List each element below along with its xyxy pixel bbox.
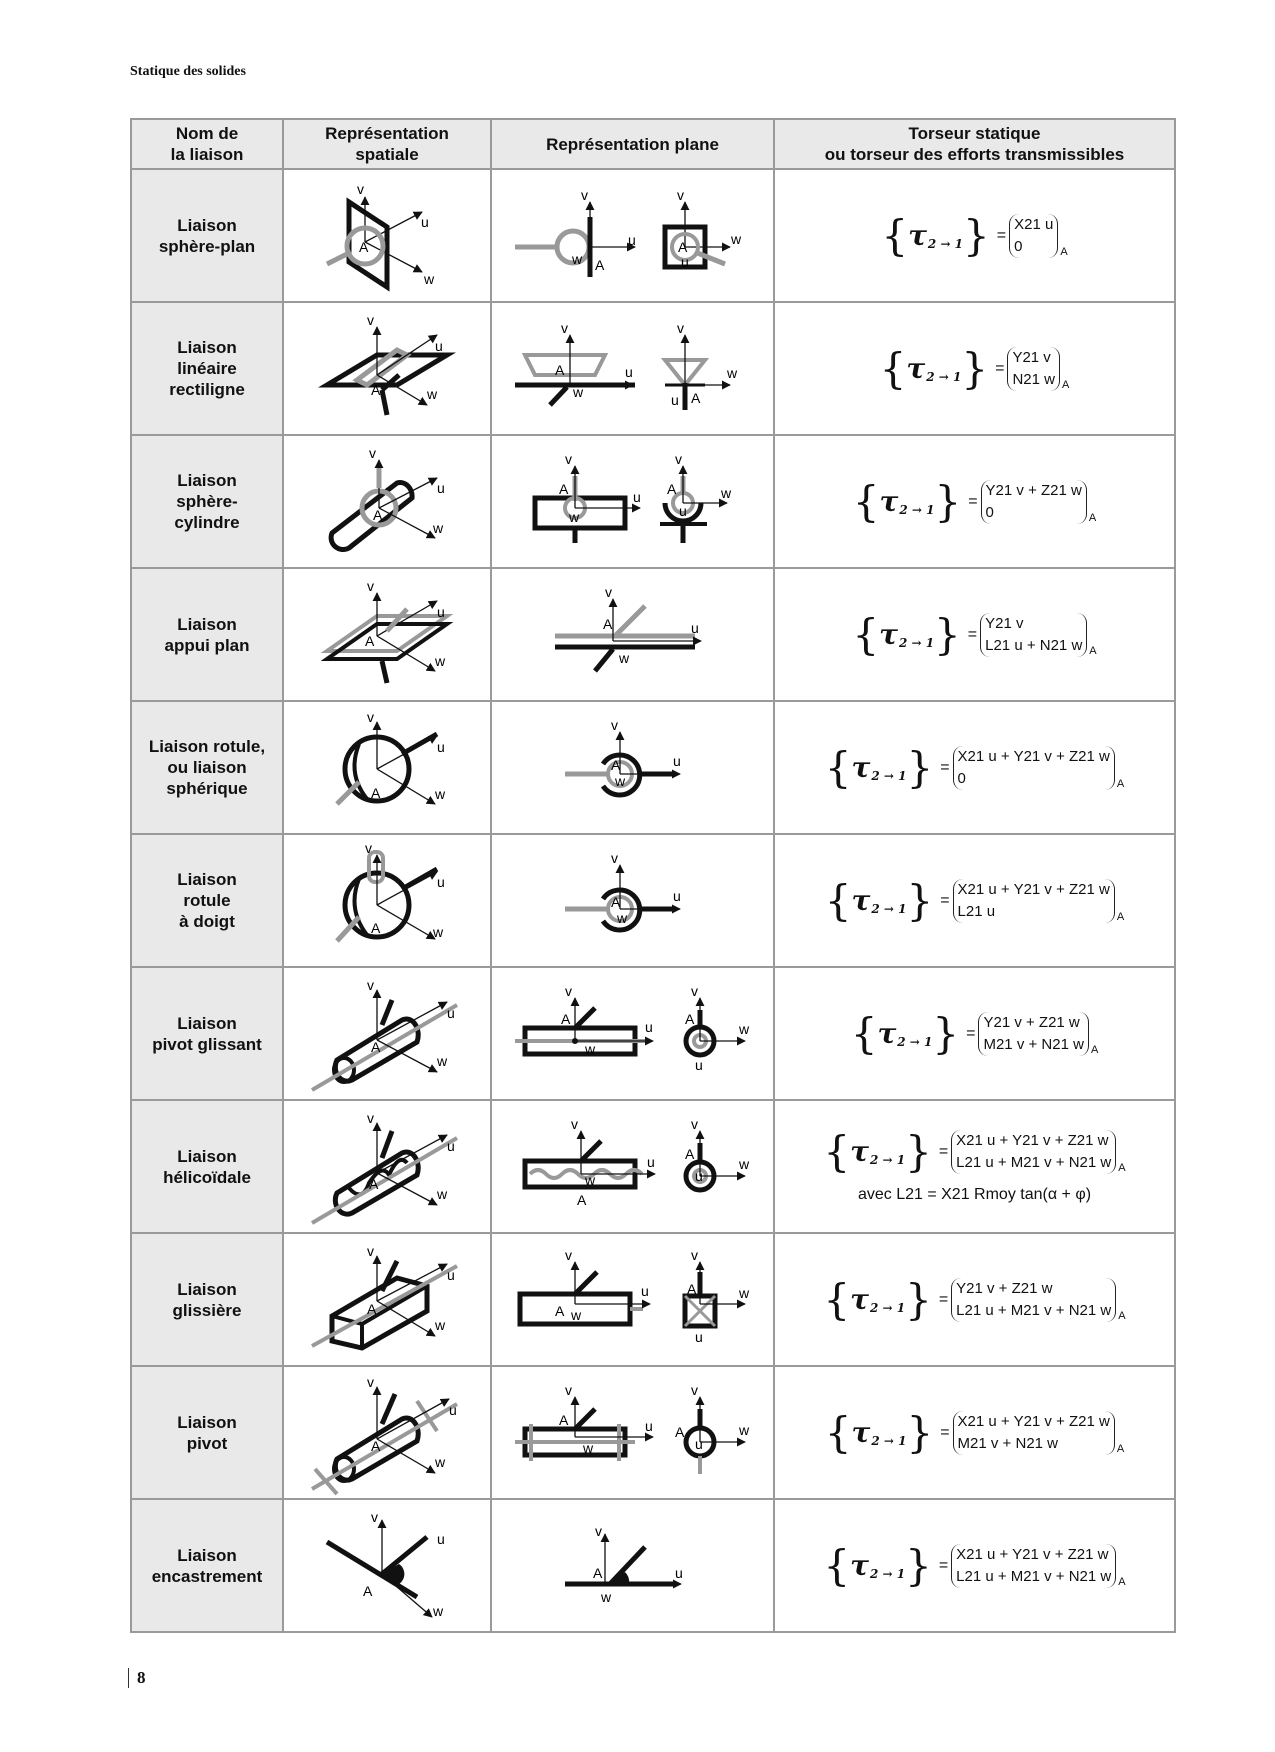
name-line: Liaison: [177, 1545, 237, 1565]
torseur: { τ 2 → 1 } = X21 u + Y21 v + Z21 w L21 u + M21 v + N21 w A: [823, 1540, 1126, 1590]
svg-text:A: A: [367, 1300, 377, 1317]
svg-text:A: A: [363, 1582, 373, 1599]
torseur: { τ 2 → 1 } = Y21 v + Z21 w M21 v + N21 w A: [850, 1008, 1099, 1058]
moment: 0: [985, 503, 994, 521]
pivot-glissant-plane-icon: [495, 970, 771, 1098]
svg-text:w: w: [570, 1306, 581, 1323]
table-row: [131, 967, 1175, 1100]
svg-text:u: u: [694, 1435, 703, 1452]
svg-text:A: A: [684, 1145, 694, 1162]
torseur: { τ 2 → 1 } = X21 u + Y21 v + Z21 w L21 u A: [824, 875, 1125, 925]
name-line: pivot glissant: [152, 1034, 262, 1054]
moment: 0: [957, 769, 966, 787]
table-row: [131, 435, 1175, 568]
header-spatial-line-2: spatiale: [355, 145, 419, 164]
svg-text:u: u: [437, 873, 445, 890]
header-spatial-line-1: Représentation: [325, 124, 449, 143]
sphere-cylindre-spatial-icon: [287, 438, 487, 566]
resultante: Y21 v: [1012, 348, 1051, 366]
header-torseur-line-2: ou torseur des efforts transmissibles: [824, 145, 1125, 164]
torseur-cell: [774, 1366, 1175, 1499]
svg-text:w: w: [427, 385, 438, 402]
name-line: Liaison rotule,: [148, 737, 266, 756]
svg-text:A: A: [686, 1280, 696, 1297]
spatial-figure: [283, 302, 491, 435]
svg-text:w: w: [435, 1316, 446, 1333]
svg-text:w: w: [720, 484, 731, 501]
liaison-name: [131, 1366, 283, 1499]
torseur-cell: [774, 435, 1175, 568]
svg-text:v: v: [564, 1381, 572, 1398]
header-torseur-line-1: Torseur statique: [908, 124, 1041, 143]
liaison-name: [131, 302, 283, 435]
resultante: X21 u + Y21 v + Z21 w: [957, 747, 1110, 765]
resultante: Y21 v + Z21 w: [985, 481, 1082, 499]
name-line: glissière: [172, 1300, 242, 1320]
torseur: { τ 2 → 1 } = X21 u + Y21 v + Z21 w 0 A: [824, 742, 1125, 792]
svg-text:A: A: [560, 1010, 570, 1027]
svg-text:v: v: [365, 839, 372, 856]
pivot-spatial-icon: [287, 1369, 487, 1497]
svg-text:v: v: [610, 849, 618, 866]
torseur: { τ 2 → 1 } = X21 u 0 A: [881, 210, 1068, 260]
name-line: pivot: [186, 1433, 228, 1453]
plane-figure: [491, 1366, 774, 1499]
moment: L21 u + M21 v + N21 w: [956, 1567, 1112, 1585]
table-header-row: [131, 119, 1175, 169]
resultante: X21 u + Y21 v + Z21 w: [956, 1545, 1109, 1563]
liaison-name: [131, 568, 283, 701]
name-line: à doigt: [179, 912, 235, 931]
svg-text:A: A: [359, 238, 369, 255]
svg-text:v: v: [674, 450, 682, 467]
helicoidale-spatial-icon: [287, 1103, 487, 1231]
svg-text:v: v: [367, 311, 374, 328]
svg-text:u: u: [437, 738, 445, 755]
svg-text:u: u: [674, 1564, 683, 1581]
name-line: Liaison: [177, 1013, 237, 1033]
page-number: 8: [128, 1668, 146, 1688]
glissiere-plane-icon: [495, 1236, 771, 1364]
svg-text:v: v: [367, 1109, 374, 1126]
name-line: Liaison: [177, 614, 237, 634]
svg-text:v: v: [371, 1508, 378, 1525]
name-line: appui plan: [164, 635, 250, 655]
svg-text:A: A: [677, 238, 687, 255]
spatial-figure: [283, 435, 491, 568]
appui-plan-spatial-icon: [287, 571, 487, 699]
name-line: Liaison: [177, 338, 237, 357]
svg-text:w: w: [424, 270, 435, 287]
svg-text:v: v: [367, 708, 374, 725]
resultante: X21 u: [1014, 215, 1054, 233]
table-row: [131, 701, 1175, 834]
svg-text:v: v: [564, 1246, 572, 1263]
name-line: rotule: [183, 891, 231, 910]
torseur-cell: [774, 701, 1175, 834]
svg-text:u: u: [447, 1137, 455, 1154]
svg-text:u: u: [640, 1282, 649, 1299]
sphere-plan-plane-icon: [495, 172, 771, 300]
encastrement-plane-icon: [495, 1502, 771, 1630]
liaison-name: [131, 967, 283, 1100]
svg-text:v: v: [690, 1381, 698, 1398]
svg-text:u: u: [694, 1167, 703, 1184]
svg-text:u: u: [680, 253, 689, 270]
torseur: { τ 2 → 1 } = Y21 v + Z21 w L21 u + M21 v + N21 w A: [823, 1274, 1126, 1324]
torseur-cell: [774, 302, 1175, 435]
name-line: ou liaison: [167, 758, 247, 777]
svg-text:A: A: [365, 632, 375, 649]
name-line: sphère-: [176, 492, 238, 511]
name-line: sphère-plan: [158, 236, 256, 256]
liaison-name: [131, 1100, 283, 1233]
svg-text:u: u: [447, 1266, 455, 1283]
helicoidale-relation: avec L21 = X21 Rmoy tan(α + φ): [857, 1185, 1092, 1203]
svg-text:u: u: [449, 1401, 457, 1418]
torseur: { τ 2 → 1 } = Y21 v + Z21 w 0 A: [852, 476, 1097, 526]
plane-figure: [491, 701, 774, 834]
svg-text:A: A: [684, 1010, 694, 1027]
svg-text:v: v: [570, 1115, 578, 1132]
name-line: rectiligne: [169, 380, 245, 399]
svg-text:v: v: [580, 186, 588, 203]
rotule-a-doigt-spatial-icon: [287, 837, 487, 965]
svg-text:w: w: [600, 1588, 611, 1605]
name-line: linéaire: [177, 359, 237, 378]
torseur-cell: [774, 1100, 1175, 1233]
svg-text:u: u: [447, 1004, 455, 1021]
svg-text:A: A: [371, 919, 381, 936]
svg-text:A: A: [558, 1411, 568, 1428]
svg-text:w: w: [730, 230, 741, 247]
lineaire-rectiligne-plane-icon: [495, 305, 771, 433]
svg-text:w: w: [738, 1155, 749, 1172]
spatial-figure: [283, 169, 491, 302]
svg-text:A: A: [610, 756, 620, 773]
svg-text:u: u: [644, 1018, 653, 1035]
rotule-plane-icon: [495, 704, 771, 832]
torseur-cell: [774, 169, 1175, 302]
pivot-plane-icon: [495, 1369, 771, 1497]
svg-text:u: u: [435, 337, 443, 354]
svg-text:w: w: [738, 1421, 749, 1438]
svg-text:w: w: [738, 1020, 749, 1037]
table-row: [131, 1366, 1175, 1499]
svg-text:A: A: [371, 1038, 381, 1055]
table-row: [131, 1499, 1175, 1632]
svg-text:w: w: [584, 1171, 595, 1188]
header-torseur: [774, 119, 1175, 169]
svg-text:u: u: [690, 619, 699, 636]
svg-text:A: A: [558, 480, 568, 497]
liaison-name: [131, 1499, 283, 1632]
resultante: Y21 v + Z21 w: [983, 1013, 1080, 1031]
torseur: { τ 2 → 1 } = X21 u + Y21 v + Z21 w L21 u + M21 v + N21 w A: [823, 1126, 1126, 1176]
svg-text:w: w: [614, 772, 625, 789]
spatial-figure: [283, 967, 491, 1100]
spatial-figure: [283, 568, 491, 701]
svg-text:A: A: [369, 1175, 379, 1192]
table-row: [131, 568, 1175, 701]
svg-text:w: w: [571, 250, 582, 267]
glissiere-spatial-icon: [287, 1236, 487, 1364]
plane-figure: [491, 1499, 774, 1632]
liaison-name: [131, 435, 283, 568]
torseur-cell: [774, 1499, 1175, 1632]
moment: L21 u + M21 v + N21 w: [956, 1153, 1112, 1171]
svg-text:v: v: [367, 1242, 374, 1259]
plane-figure: [491, 568, 774, 701]
spatial-figure: [283, 1100, 491, 1233]
svg-text:u: u: [678, 502, 687, 519]
moment: L21 u + N21 w: [985, 636, 1083, 654]
svg-text:v: v: [357, 180, 364, 197]
moment: N21 w: [1012, 370, 1055, 388]
svg-text:u: u: [632, 488, 641, 505]
svg-text:v: v: [690, 1246, 698, 1263]
helicoidale-plane-icon: [495, 1103, 771, 1231]
pivot-glissant-spatial-icon: [287, 970, 487, 1098]
svg-text:v: v: [367, 577, 374, 594]
rotule-a-doigt-plane-icon: [495, 837, 771, 965]
table-row: [131, 834, 1175, 967]
table-row: [131, 169, 1175, 302]
svg-text:u: u: [437, 479, 445, 496]
spatial-figure: [283, 1499, 491, 1632]
svg-text:v: v: [369, 444, 376, 461]
svg-text:w: w: [433, 1602, 444, 1619]
svg-text:w: w: [582, 1439, 593, 1456]
svg-text:u: u: [627, 231, 636, 248]
table-row: [131, 1233, 1175, 1366]
spatial-figure: [283, 701, 491, 834]
svg-text:w: w: [616, 909, 627, 926]
svg-text:w: w: [618, 649, 629, 666]
svg-text:w: w: [435, 785, 446, 802]
svg-text:A: A: [602, 615, 612, 632]
header-name-line-1: Nom de: [175, 124, 239, 143]
svg-text:v: v: [690, 1115, 698, 1132]
svg-text:A: A: [674, 1423, 684, 1440]
svg-text:A: A: [371, 1437, 381, 1454]
svg-text:v: v: [560, 319, 568, 336]
svg-text:u: u: [694, 1328, 703, 1345]
svg-text:A: A: [594, 256, 604, 273]
liaison-name: [131, 701, 283, 834]
header-plane: Représentation plane: [491, 119, 774, 169]
svg-text:u: u: [421, 213, 429, 230]
appui-plan-plane-icon: [495, 571, 771, 699]
svg-text:A: A: [576, 1191, 586, 1208]
svg-text:w: w: [572, 383, 583, 400]
header-name: [131, 119, 283, 169]
plane-figure: [491, 169, 774, 302]
torseur: { τ 2 → 1 } = Y21 v N21 w A: [879, 343, 1070, 393]
torseur-cell: [774, 568, 1175, 701]
name-line: hélicoïdale: [163, 1167, 251, 1187]
svg-text:A: A: [666, 480, 676, 497]
svg-text:A: A: [371, 784, 381, 801]
svg-text:u: u: [672, 752, 681, 769]
torseur-cell: [774, 967, 1175, 1100]
name-line: encastrement: [151, 1566, 263, 1586]
spatial-figure: [283, 834, 491, 967]
resultante: X21 u + Y21 v + Z21 w: [956, 1131, 1109, 1149]
name-line: Liaison: [177, 1279, 237, 1299]
plane-figure: [491, 1233, 774, 1366]
svg-text:w: w: [584, 1040, 595, 1057]
torseur-cell: [774, 1233, 1175, 1366]
spatial-figure: [283, 1233, 491, 1366]
svg-text:v: v: [610, 716, 618, 733]
header-name-line-2: la liaison: [170, 145, 244, 164]
svg-text:v: v: [564, 450, 572, 467]
resultante: Y21 v: [985, 614, 1024, 632]
svg-text:w: w: [738, 1284, 749, 1301]
plane-figure: [491, 435, 774, 568]
name-line: Liaison: [177, 215, 237, 235]
svg-text:v: v: [690, 982, 698, 999]
svg-text:w: w: [433, 519, 444, 536]
resultante: Y21 v + Z21 w: [956, 1279, 1053, 1297]
torseur: { τ 2 → 1 } = Y21 v L21 u + N21 w A: [852, 609, 1097, 659]
svg-text:A: A: [610, 893, 620, 910]
svg-text:w: w: [433, 923, 444, 940]
rotule-spatial-icon: [287, 704, 487, 832]
plane-figure: [491, 834, 774, 967]
moment: M21 v + N21 w: [957, 1434, 1059, 1452]
svg-text:w: w: [437, 1185, 448, 1202]
name-line: Liaison: [177, 1412, 237, 1432]
svg-text:w: w: [435, 1453, 446, 1470]
spatial-figure: [283, 1366, 491, 1499]
svg-text:A: A: [592, 1564, 602, 1581]
moment: M21 v + N21 w: [983, 1035, 1084, 1053]
resultante: X21 u + Y21 v + Z21 w: [957, 880, 1110, 898]
svg-text:A: A: [690, 389, 700, 406]
svg-text:w: w: [726, 364, 737, 381]
name-line: Liaison: [177, 1146, 237, 1166]
svg-text:v: v: [676, 319, 684, 336]
name-line: Liaison: [177, 471, 237, 490]
lineaire-rectiligne-spatial-icon: [287, 305, 487, 433]
moment: L21 u: [957, 902, 996, 920]
svg-text:v: v: [604, 583, 612, 600]
svg-text:A: A: [371, 381, 381, 398]
moment: L21 u + M21 v + N21 w: [956, 1301, 1112, 1319]
moment: 0: [1014, 237, 1023, 255]
page-header: Statique des solides: [130, 64, 246, 79]
liaison-name: [131, 834, 283, 967]
sphere-plan-spatial-icon: [287, 172, 487, 300]
svg-text:u: u: [694, 1056, 703, 1073]
svg-text:v: v: [367, 1373, 374, 1390]
svg-text:u: u: [672, 887, 681, 904]
plane-figure: [491, 302, 774, 435]
header-spatial: [283, 119, 491, 169]
torseur-cell: [774, 834, 1175, 967]
liaisons-table: [130, 118, 1176, 1633]
plane-figure: [491, 967, 774, 1100]
name-line: Liaison: [177, 870, 237, 889]
svg-text:A: A: [373, 506, 383, 523]
svg-text:v: v: [676, 186, 684, 203]
svg-text:u: u: [670, 391, 679, 408]
encastrement-spatial-icon: [287, 1502, 487, 1630]
name-line: sphérique: [166, 779, 248, 798]
table-row: [131, 302, 1175, 435]
table-row: [131, 1100, 1175, 1233]
torseur: { τ 2 → 1 } = X21 u + Y21 v + Z21 w M21 v + N21 w A: [824, 1407, 1125, 1457]
svg-text:w: w: [437, 1052, 448, 1069]
svg-text:v: v: [564, 982, 572, 999]
svg-text:u: u: [437, 1530, 445, 1547]
svg-text:w: w: [435, 652, 446, 669]
name-line: cylindre: [174, 513, 240, 532]
sphere-cylindre-plane-icon: [495, 438, 771, 566]
svg-text:u: u: [624, 363, 633, 380]
plane-figure: [491, 1100, 774, 1233]
liaison-name: [131, 1233, 283, 1366]
svg-text:u: u: [644, 1417, 653, 1434]
svg-text:w: w: [568, 508, 579, 525]
resultante: X21 u + Y21 v + Z21 w: [957, 1412, 1110, 1430]
svg-text:v: v: [594, 1522, 602, 1539]
svg-text:A: A: [554, 1302, 564, 1319]
svg-text:u: u: [646, 1153, 655, 1170]
svg-text:u: u: [437, 603, 445, 620]
svg-text:v: v: [367, 976, 374, 993]
svg-text:A: A: [554, 361, 564, 378]
liaison-name: [131, 169, 283, 302]
